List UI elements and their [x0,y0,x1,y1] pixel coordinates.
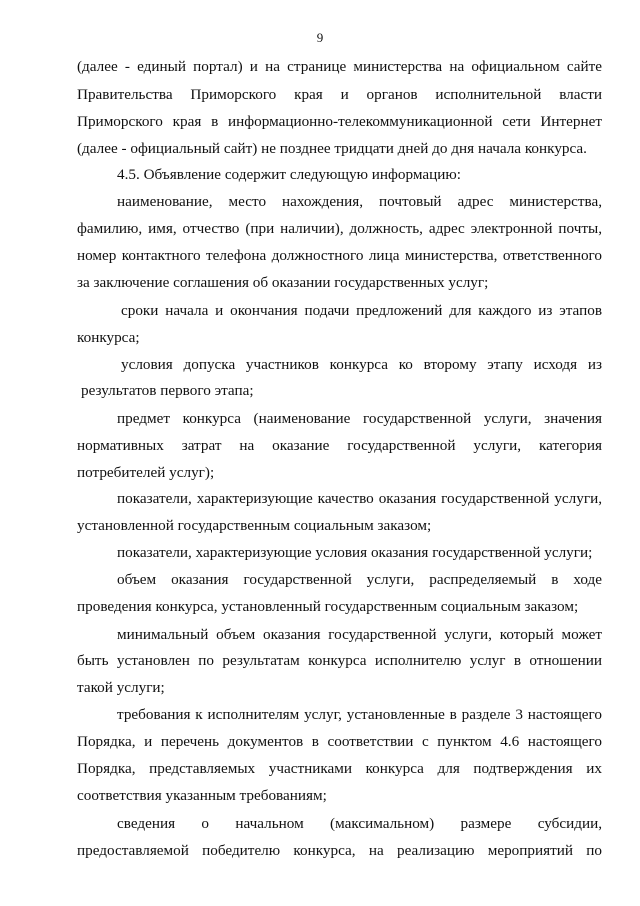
text-line: проведения конкурса, установленный государственным социальным заказом; [77,598,579,615]
text-line: установленной государственным социальным заказом; [77,517,432,534]
text-line: Порядка, и перечень документов в соответствии с пунктом 4.6 настоящего [77,733,602,750]
text-line: номер контактного телефона должностного лица министерства, ответственного [77,247,602,264]
text-line: показатели, характеризующие качество оказания государственной услуги, [117,490,602,507]
page-number: 9 [316,30,324,45]
text-line: Правительства Приморского края и органов исполнительной власти [77,86,602,103]
text-line: нормативных затрат на оказание государственной услуги, категория [77,437,602,454]
text-line: Порядка, представляемых участниками конкурса для подтверждения их [77,760,602,777]
section-heading: 4.5. Объявление содержит следующую информацию: [117,166,461,183]
text-line: за заключение соглашения об оказании государственных услуг; [77,274,489,291]
text-line: фамилию, имя, отчество (при наличии), должность, адрес электронной почты, [77,220,602,237]
text-line: (далее - официальный сайт) не позднее тридцати дней до дня начала конкурса. [77,140,587,157]
text-line: минимальный объем оказания государственной услуги, который может [117,626,602,643]
text-line: предмет конкурса (наименование государственной услуги, значения [117,410,602,427]
text-line: результатов первого этапа; [81,382,254,399]
text-line: быть установлен по результатам конкурса исполнителю услуг в отношении [77,652,602,669]
text-line: соответствия указанным требованиям; [77,787,327,804]
text-line: предоставляемой победителю конкурса, на реализацию мероприятий по [77,842,602,859]
text-line: объем оказания государственной услуги, распределяемый в ходе [117,571,602,588]
text-line: условия допуска участников конкурса ко второму этапу исходя из [121,356,602,373]
text-line: такой услуги; [77,679,165,696]
text-line: потребителей услуг); [77,464,215,481]
text-line: конкурса; [77,329,140,346]
text-line: показатели, характеризующие условия оказания государственной услуги; [117,544,593,561]
text-line: Приморского края в информационно-телекоммуникационной сети Интернет [77,113,602,130]
text-line: наименование, место нахождения, почтовый адрес министерства, [117,193,602,210]
text-line: сроки начала и окончания подачи предложений для каждого из этапов [121,302,602,319]
text-line: сведения о начальном (максимальном) размере субсидии, [117,815,602,832]
text-line: требования к исполнителям услуг, установленные в разделе 3 настоящего [117,706,602,723]
text-line: (далее - единый портал) и на странице министерства на официальном сайте [77,58,602,75]
